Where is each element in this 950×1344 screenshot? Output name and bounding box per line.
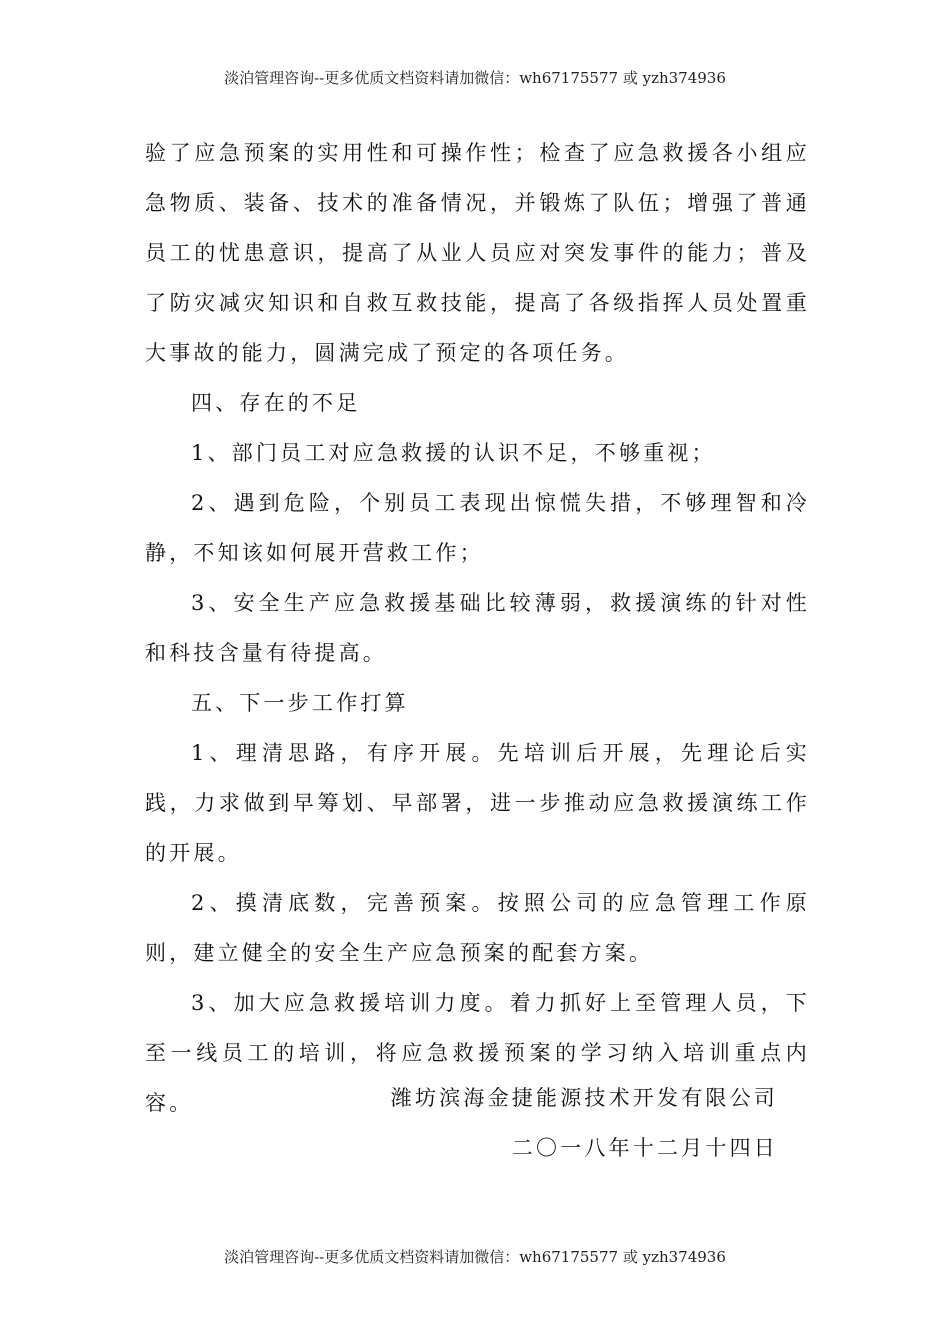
paragraph-summary-continued: 验了应急预案的实用性和可操作性；检查了应急救援各小组应急物质、装备、技术的准备情况，并锻炼了队伍；增强了普通员工的忧患意识，提高了从业人员应对突发事件的能力；普及了防灾减灾知识和自救互救技能，提高了各级指挥人员处置重大事故的能力，圆满完成了预定的各项任务。 <box>145 141 810 365</box>
signature-date: 二〇一八年十二月十四日 <box>511 1136 778 1160</box>
page-header-watermark: 淡泊管理咨询--更多优质文档资料请加微信：wh67175577 或 yzh374936 <box>224 69 726 87</box>
page-footer-watermark: 淡泊管理咨询--更多优质文档资料请加微信：wh67175577 或 yzh374936 <box>224 1248 726 1266</box>
shortcoming-item-2: 2、遇到危险，个别员工表现出惊慌失措，不够理智和冷静，不知该如何展开营救工作； <box>145 491 810 565</box>
shortcoming-item-3: 3、安全生产应急救援基础比较薄弱，救援演练的针对性和科技含量有待提高。 <box>145 591 810 665</box>
signature-company: 潍坊滨海金捷能源技术开发有限公司 <box>390 1086 778 1110</box>
section-heading-next-steps: 五、下一步工作打算 <box>191 691 409 715</box>
section-heading-shortcomings: 四、存在的不足 <box>191 391 361 415</box>
document-body <box>145 128 810 1128</box>
next-step-item-1: 1、理清思路，有序开展。先培训后开展，先理论后实践，力求做到早筹划、早部署，进一步推动应急救援演练工作的开展。 <box>145 741 810 865</box>
shortcoming-item-1: 1、部门员工对应急救援的认识不足，不够重视； <box>191 441 716 465</box>
next-step-item-2: 2、摸清底数，完善预案。按照公司的应急管理工作原则，建立健全的安全生产应急预案的配套方案。 <box>145 891 810 965</box>
next-step-item-3: 3、加大应急救援培训力度。着力抓好上至管理人员，下至一线员工的培训，将应急救援预案的学习纳入培训重点内容。 <box>145 991 810 1115</box>
